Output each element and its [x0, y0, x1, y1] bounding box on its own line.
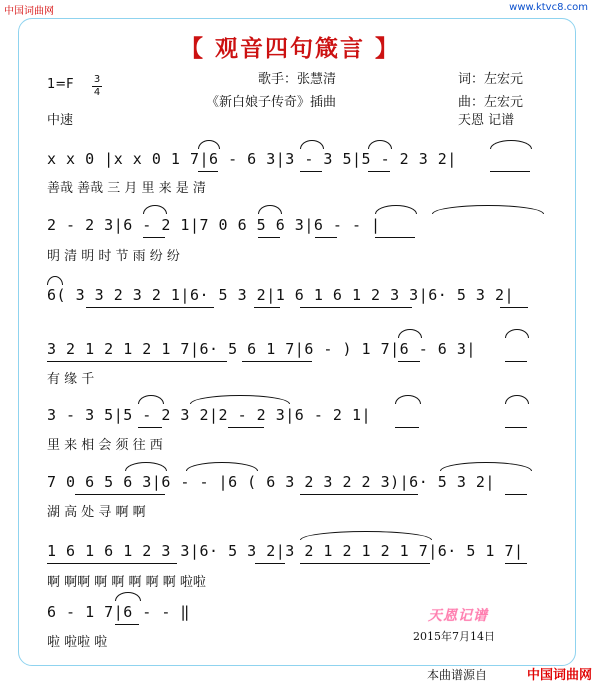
beam [395, 427, 419, 428]
key-signature: 1=F [47, 77, 74, 92]
beam [375, 237, 415, 238]
lyric-line-8: 啦 啦啦 啦 [47, 635, 108, 650]
beam [315, 237, 337, 238]
beam [368, 171, 390, 172]
notation-line-7: 1 6 1 6 1 2 3 3|6· 5 3 2|3 2 1 2 1 2 1 7|6· 5 1 7| [47, 542, 524, 560]
source-credit: 《新白娘子传奇》插曲 [206, 95, 337, 110]
beam [242, 361, 312, 362]
beam [300, 563, 430, 564]
beam [398, 361, 420, 362]
time-signature-bottom: 4 [93, 87, 101, 98]
notation-line-5: 3 - 3 5|5 - 2 3 2|2 - 2 3|6 - 2 1| [47, 406, 372, 424]
beam [505, 563, 527, 564]
beam [47, 563, 177, 564]
beam [505, 427, 527, 428]
beam [505, 361, 527, 362]
beam [75, 494, 165, 495]
beam [198, 171, 218, 172]
beam [115, 624, 139, 625]
time-signature-top: 3 [93, 74, 101, 85]
notation-line-4: 3 2 1 2 1 2 1 7|6· 5 6 1 7|6 - ) 1 7|6 - 6 3| [47, 340, 476, 358]
beam [86, 307, 214, 308]
lyric-line-5: 里 来 相 会 须 往 西 [47, 438, 163, 453]
song-title: 【 观音四句箴言 】 [180, 36, 401, 62]
lyric-line-6: 湖 高 处 寻 啊 啊 [47, 505, 146, 520]
notation-line-3: 6( 3 3 2 3 2 1|6· 5 3 2|1 6 1 6 1 2 3 3|6· 5 3 2| [47, 286, 515, 304]
beam [258, 237, 280, 238]
site-watermark-left: 中国词曲网 [4, 6, 54, 17]
lyricist-credit: 词：左宏元 [458, 72, 524, 87]
lyric-line-2: 明 清 明 时 节 雨 纷 纷 [47, 249, 180, 264]
beam [300, 171, 322, 172]
tempo-marking: 中速 [47, 113, 74, 128]
beam [228, 427, 264, 428]
beam [300, 307, 412, 308]
time-signature [92, 75, 102, 98]
beam [138, 427, 162, 428]
notation-line-2: 2 - 2 3|6 - 2 1|7 0 6 5 6 3|6 - - | [47, 216, 381, 234]
beam [47, 361, 227, 362]
footer-source-text: 本曲谱源自 [427, 668, 488, 682]
singer-credit: 歌手：张慧清 [258, 72, 337, 87]
beam [255, 563, 285, 564]
beam [505, 494, 527, 495]
beam [143, 237, 165, 238]
transcriber-stamp: 天恩记谱 [428, 608, 488, 624]
transcriber-credit: 天恩 记谱 [458, 113, 515, 128]
footer-site-link[interactable]: 中国词曲网 [527, 668, 593, 683]
composer-credit: 曲：左宏元 [458, 95, 524, 110]
notation-line-6: 7 0 6 5 6 3|6 - - |6 ( 6 3 2 3 2 2 3)|6· 5 3 2| [47, 473, 495, 491]
beam [500, 307, 528, 308]
notation-line-8: 6 - 1 7|6 - - ‖ [47, 603, 190, 621]
beam [254, 307, 280, 308]
transcription-date: 2015年7月14日 [413, 630, 495, 643]
lyric-line-7: 啊 啊啊 啊 啊 啊 啊 啊 啦啦 [47, 575, 206, 590]
notation-line-1: x x 0 |x x 0 1 7|6 - 6 3|3 - 3 5|5 - 2 3 2| [47, 150, 457, 168]
lyric-line-1: 善哉 善哉 三 月 里 来 是 清 [47, 181, 206, 196]
beam [490, 171, 530, 172]
site-watermark-right: www.ktvc8.com [509, 2, 588, 13]
beam [300, 494, 418, 495]
lyric-line-4: 有 缘 千 [47, 372, 95, 387]
